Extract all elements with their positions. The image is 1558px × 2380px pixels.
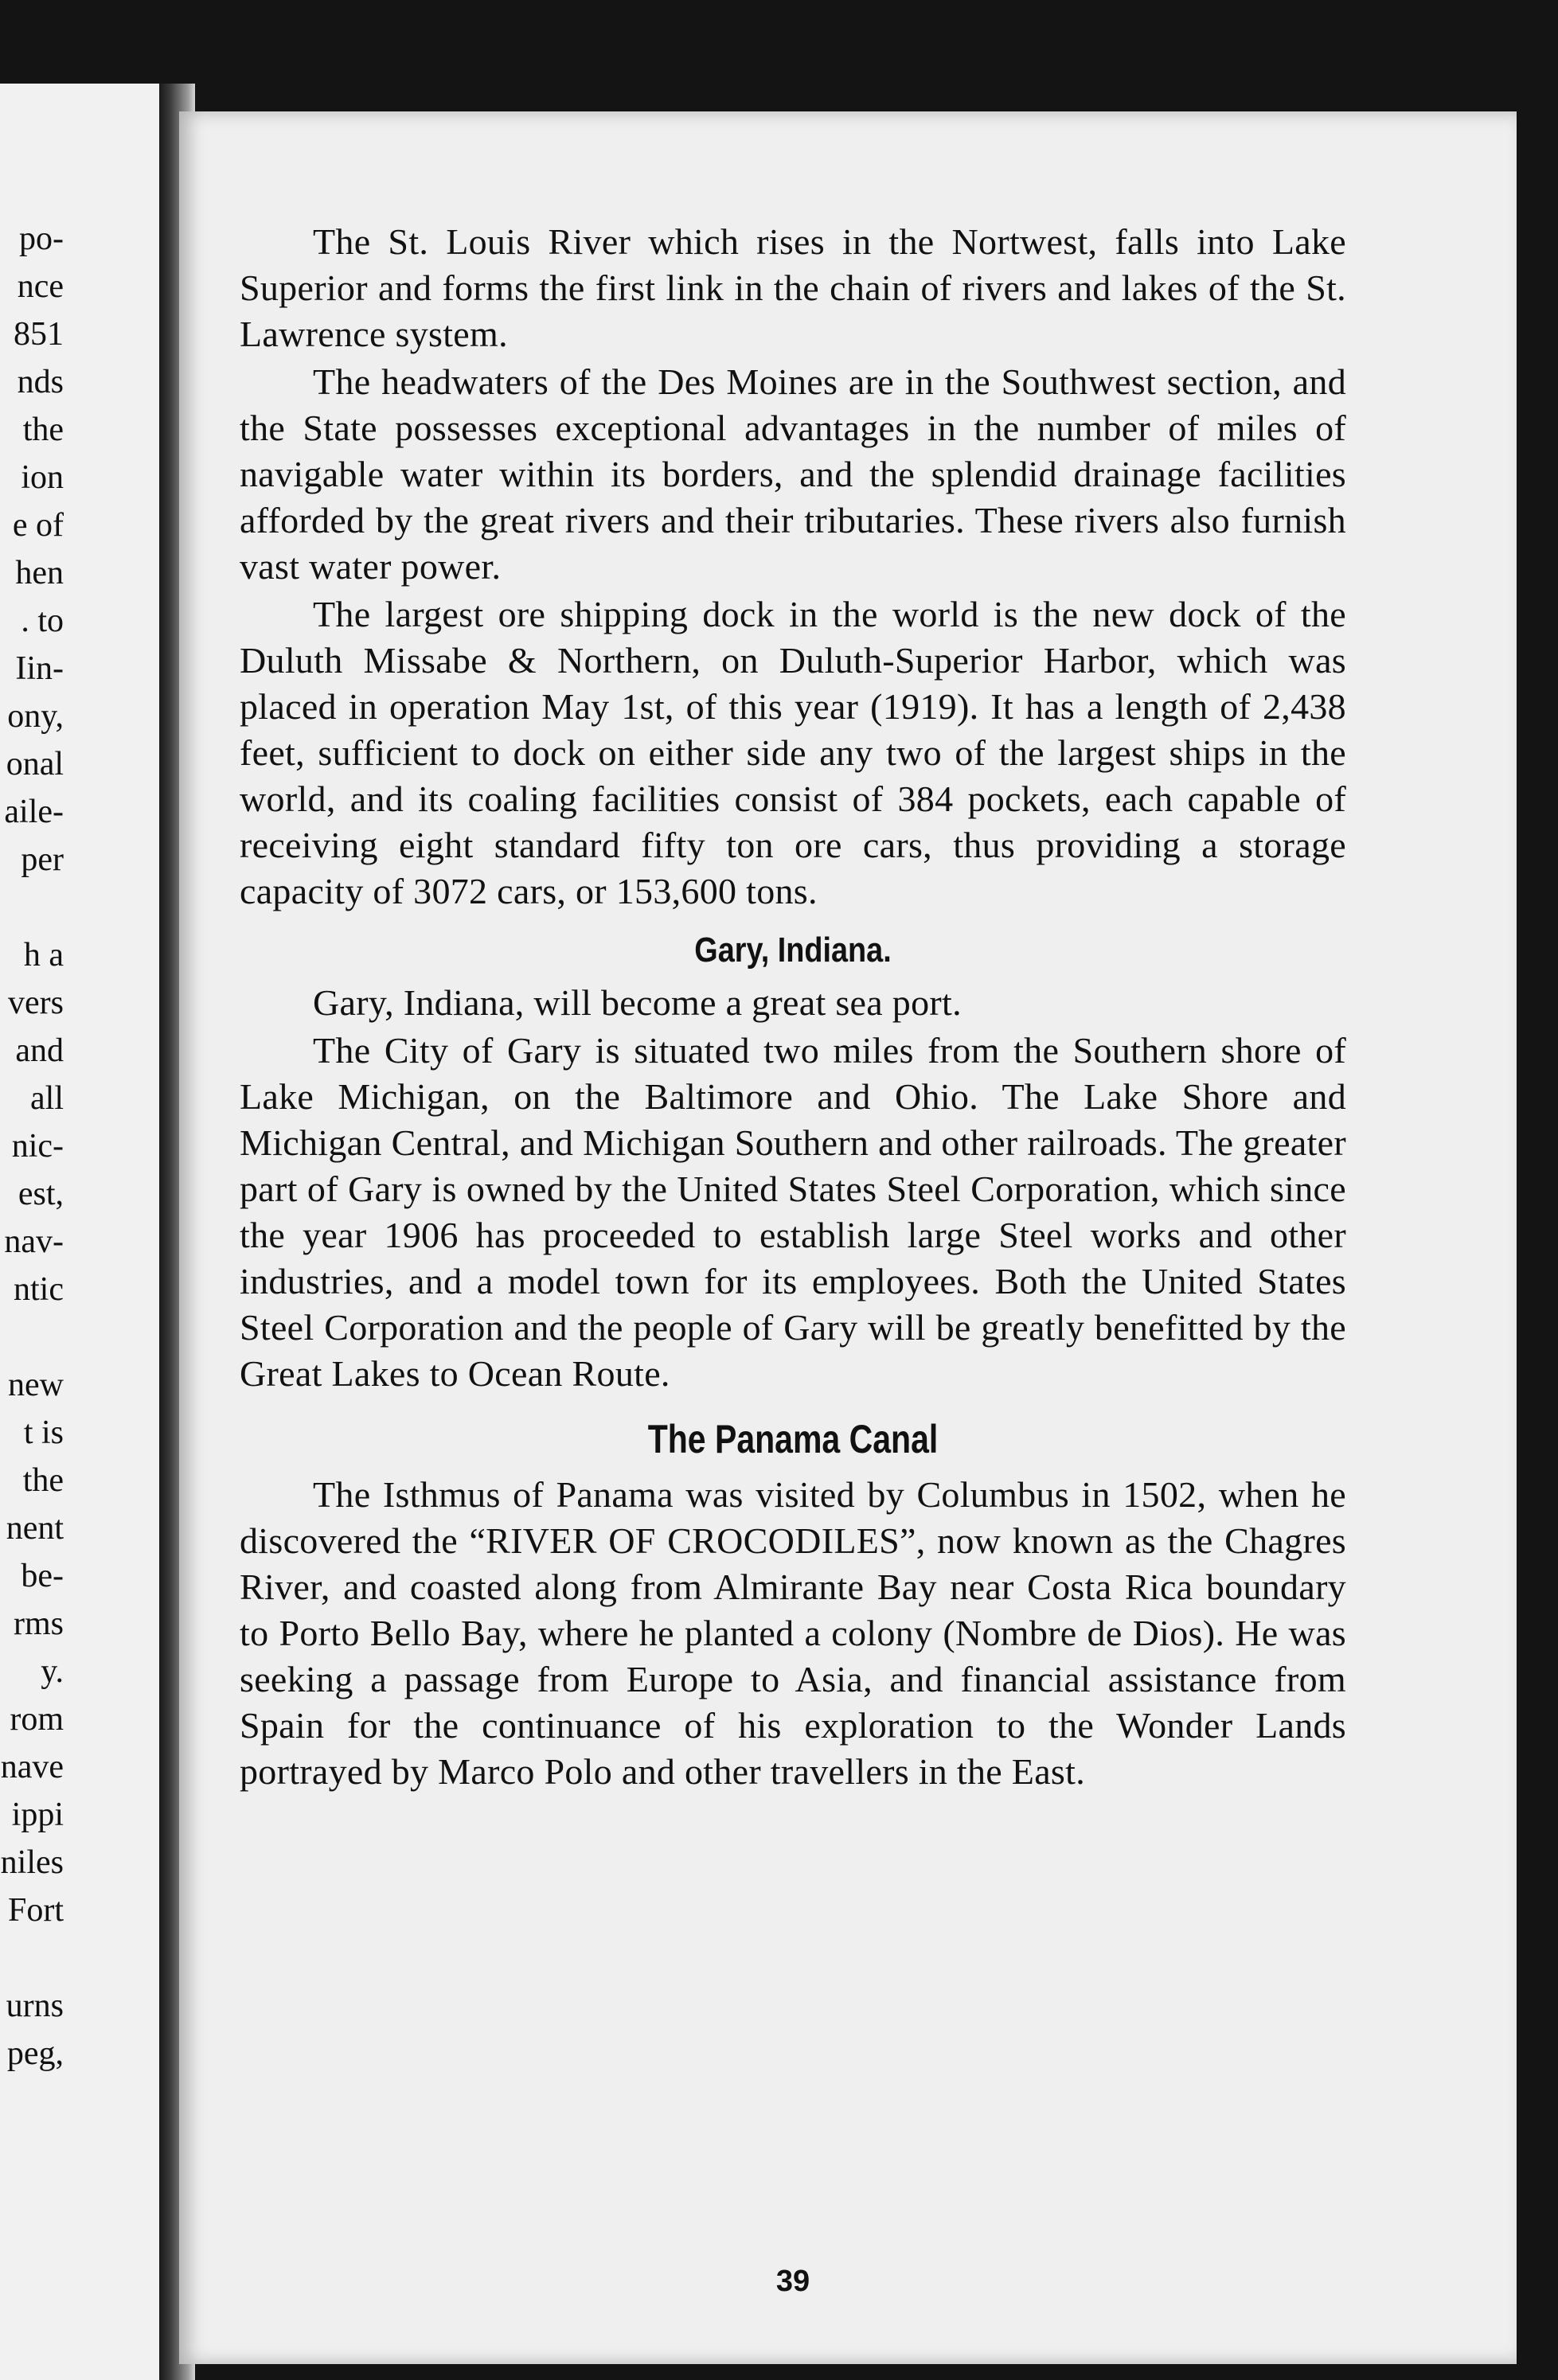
facing-page-left xyxy=(0,84,159,2380)
paragraph-gary-sea-port: Gary, Indiana, will become a great sea port. xyxy=(313,982,962,1023)
facing-page-fragment: Fort xyxy=(7,1892,64,1929)
scan-edge-right xyxy=(1517,0,1558,2380)
facing-page-fragment: and xyxy=(15,1032,64,1069)
facing-page-fragment: rms xyxy=(14,1606,64,1642)
facing-page-fragment: niles xyxy=(0,1844,64,1881)
paragraph-ore-shipping-dock: The largest ore shipping dock in the world is the new dock of the Duluth Missabe & Northern, on Duluth-Superior Harbor, which was placed in operation May 1st, of this year (1919). It has a length of 2,438 feet, sufficient to dock on either side any two of the largest ships in the world, and its coaling facilities consist of 384 pockets, each capable of receiving eight standard fifty ton ore cars, thus providing a storage capacity of 3072 cars, or 153,600 tons. xyxy=(240,594,1346,911)
heading-panama-canal: The Panama Canal xyxy=(647,1417,939,1461)
facing-page-fragment: nave xyxy=(0,1749,64,1785)
facing-page-fragment: hen xyxy=(15,555,64,591)
facing-page-gap xyxy=(0,1313,159,1361)
facing-page-fragment: y. xyxy=(41,1653,64,1690)
facing-page-fragment: ntic xyxy=(14,1271,64,1308)
page-text-block xyxy=(240,219,1346,2298)
facing-page-fragment: . to xyxy=(21,603,64,639)
facing-page-fragment: the xyxy=(22,1462,64,1499)
facing-page-fragment: aile- xyxy=(4,794,64,830)
facing-page-fragment: est, xyxy=(18,1176,64,1212)
facing-page-fragment: nic- xyxy=(11,1128,64,1165)
book-page xyxy=(179,111,1517,2364)
facing-page-fragment: new xyxy=(8,1367,64,1403)
facing-page-fragment: nce xyxy=(17,268,64,305)
facing-page-fragment: 851 xyxy=(14,316,64,353)
facing-page-fragment: t is xyxy=(23,1414,64,1451)
facing-page-gap xyxy=(0,884,159,931)
facing-page-fragment: rom xyxy=(10,1701,64,1738)
facing-page-fragment: po- xyxy=(19,220,64,257)
facing-page-fragment: ippi xyxy=(11,1797,64,1833)
facing-page-fragment: urns xyxy=(6,1988,64,2024)
facing-page-fragment: e of xyxy=(12,507,64,544)
facing-page-fragment: h a xyxy=(23,937,64,973)
paragraph-gary-city: The City of Gary is situated two miles from the Southern shore of Lake Michigan, on the Baltimore and Ohio. The Lake Shore and Michigan Central, and Michigan Southern and other railroads. The greater part of Gary is owned by the United States Steel Corporation, which since the year 1906 has proceeded to establish large Steel works and other industries, and a model town for its employees. Both the United States Steel Corporation and the people of Gary will be greatly benefitted by the Great Lakes to Ocean Route. xyxy=(240,1030,1346,1394)
facing-page-fragment: ion xyxy=(21,459,64,496)
facing-page-fragment: all xyxy=(30,1080,64,1117)
facing-page-fragment: per xyxy=(21,841,64,878)
facing-page-fragment: nent xyxy=(6,1510,64,1547)
facing-page-fragments xyxy=(0,215,159,2078)
facing-page-fragment: be- xyxy=(21,1558,64,1594)
facing-page-fragment: nds xyxy=(17,364,64,400)
facing-page-fragment: vers xyxy=(8,985,64,1021)
paragraph-des-moines-headwaters: The headwaters of the Des Moines are in the Southwest section, and the State possesses exceptional advantages in the number of miles of navigable water within its borders, and the splendid drainage facilities afforded by the great rivers and their tributaries. These rivers also furnish vast water power. xyxy=(240,361,1346,587)
page-number: 39 xyxy=(775,2265,810,2298)
heading-gary-indiana: Gary, Indiana. xyxy=(694,931,892,970)
facing-page-gap xyxy=(0,1934,159,1982)
facing-page-fragment: onal xyxy=(6,746,64,782)
facing-page-fragment: the xyxy=(22,412,64,448)
facing-page-fragment: ony, xyxy=(7,698,64,735)
facing-page-fragment: Iin- xyxy=(15,650,64,687)
paragraph-isthmus-of-panama: The Isthmus of Panama was visited by Columbus in 1502, when he discovered the “RIVER OF CROCODILES”, now known as the Chagres River, and coasted along from Almirante Bay near Costa Rica boundary to Porto Bello Bay, where he planted a colony (Nombre de Dios). He was seeking a passage from Europe to Asia, and financial assistance from Spain for the continuance of his exploration to the Wonder Lands portrayed by Marco Polo and other travellers in the East. xyxy=(240,1474,1346,1792)
facing-page-fragment: peg, xyxy=(6,2035,64,2072)
facing-page-fragment: nav- xyxy=(4,1223,64,1260)
paragraph-st-louis-river: The St. Louis River which rises in the Nortwest, falls into Lake Superior and forms the first link in the chain of rivers and lakes of the St. Lawrence system. xyxy=(240,221,1346,354)
